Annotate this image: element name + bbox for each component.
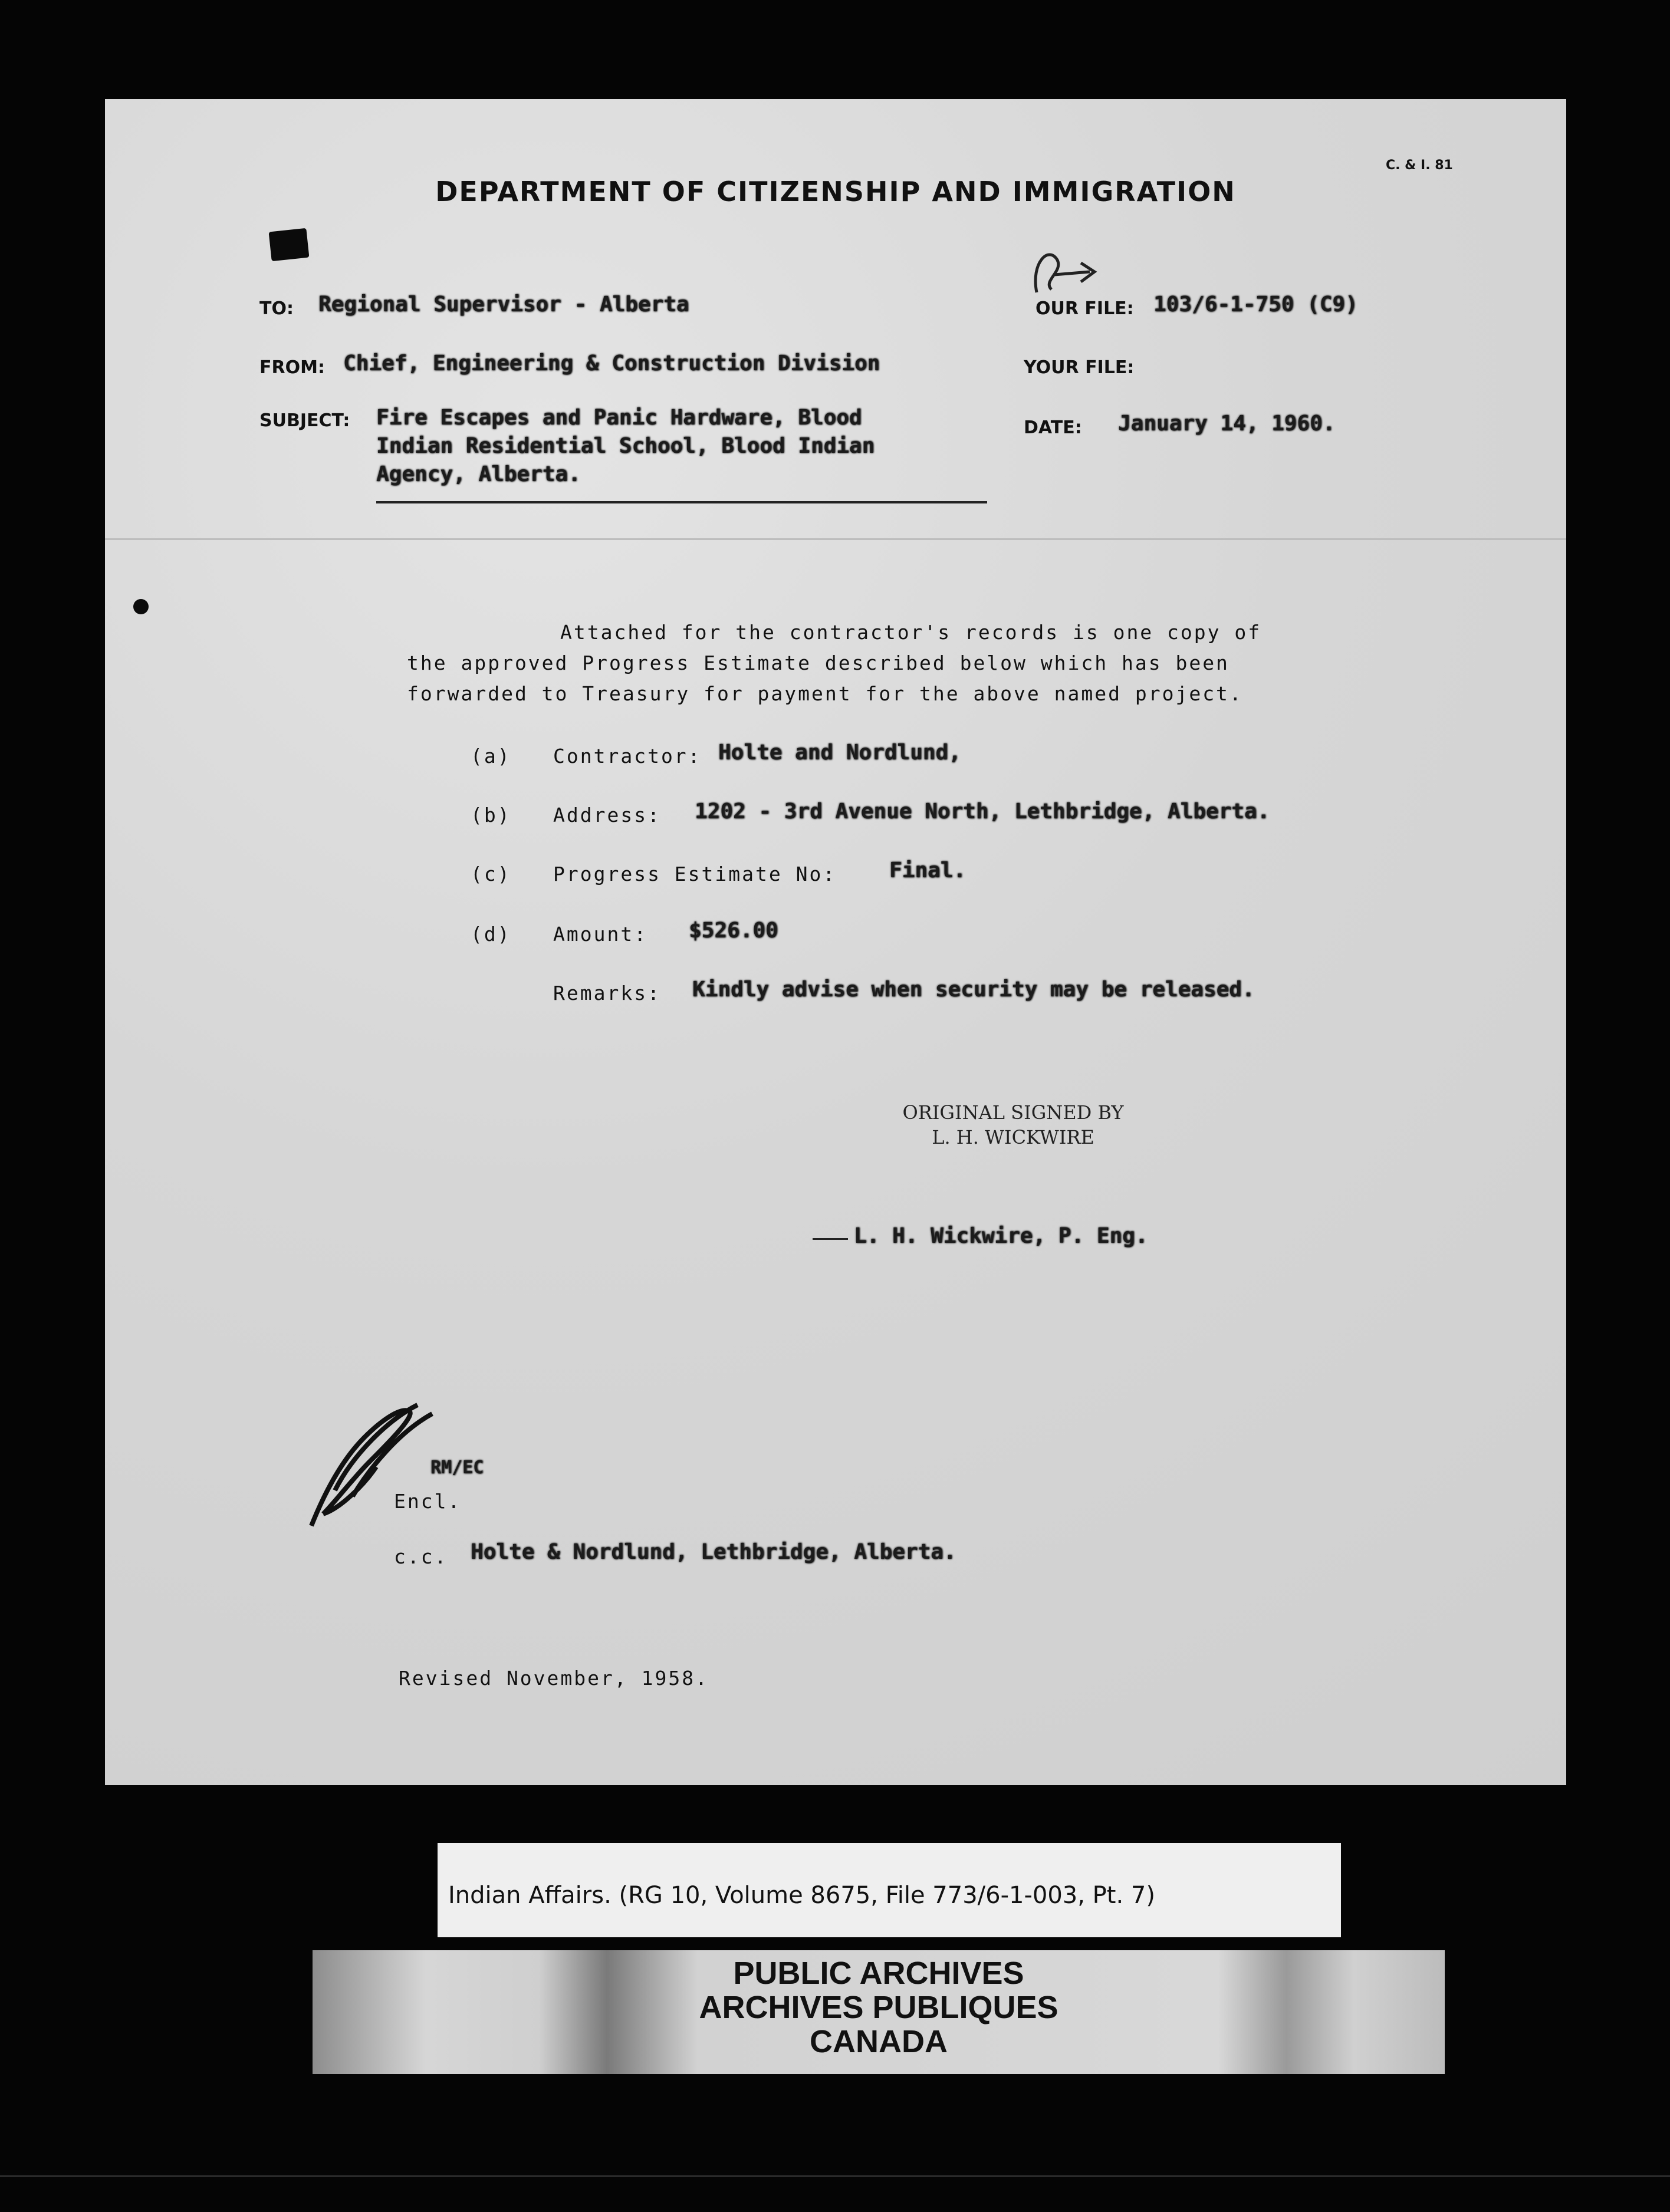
body-line-2: the approved Progress Estimate described below which has been	[407, 651, 1230, 674]
letter-page	[105, 99, 1566, 1785]
punch-hole	[133, 599, 149, 614]
signature-dash	[813, 1238, 848, 1240]
item-b-label: Address:	[553, 804, 661, 827]
department-title: DEPARTMENT OF CITIZENSHIP AND IMMIGRATION	[435, 176, 1236, 208]
to-label: TO:	[259, 298, 294, 319]
date-value: January 14, 1960.	[1118, 412, 1336, 436]
item-c-value: Final.	[889, 858, 967, 883]
item-a-label: Contractor:	[553, 745, 702, 768]
typist-initials: RM/EC	[430, 1457, 484, 1478]
to-value: Regional Supervisor - Alberta	[318, 292, 689, 317]
cc-value: Holte & Nordlund, Lethbridge, Alberta.	[471, 1540, 956, 1564]
film-edge-line	[0, 2175, 1670, 2177]
subject-line-1: Fire Escapes and Panic Hardware, Blood	[376, 406, 862, 430]
subject-line-2: Indian Residential School, Blood Indian	[376, 434, 875, 458]
date-label: DATE:	[1024, 417, 1082, 438]
item-b-value: 1202 - 3rd Avenue North, Lethbridge, Alberta.	[695, 799, 1270, 824]
item-b-key: (b)	[471, 804, 511, 827]
archive-stamp-line-3: CANADA	[810, 2024, 948, 2059]
item-d-value: $526.00	[689, 919, 778, 943]
enclosure-note: Encl.	[394, 1490, 462, 1513]
archive-reference-label	[438, 1843, 1341, 1937]
item-a-value: Holte and Nordlund,	[718, 740, 961, 765]
item-d-label: Amount:	[553, 923, 648, 946]
body-line-3: forwarded to Treasury for payment for the above named project.	[407, 682, 1243, 705]
item-c-label: Progress Estimate No:	[553, 863, 837, 886]
file-initial-mark	[1025, 239, 1119, 304]
original-signed-stamp-line-2: L. H. WICKWIRE	[932, 1126, 1094, 1148]
item-c-key: (c)	[471, 863, 511, 886]
archive-stamp-band	[313, 1950, 1445, 2074]
archive-reference-text: Indian Affairs. (RG 10, Volume 8675, File 773/6-1-003, Pt. 7)	[448, 1882, 1155, 1909]
remarks-value: Kindly advise when security may be released.	[692, 977, 1255, 1002]
form-code: C. & I. 81	[1386, 158, 1453, 173]
archive-stamp-line-2: ARCHIVES PUBLIQUES	[699, 1990, 1058, 2025]
archive-stamp	[313, 1956, 1445, 2059]
remarks-label: Remarks:	[553, 982, 661, 1005]
typed-signature: L. H. Wickwire, P. Eng.	[854, 1224, 1148, 1248]
redaction-mark	[269, 228, 310, 261]
archive-stamp-line-1: PUBLIC ARCHIVES	[733, 1956, 1024, 1991]
from-label: FROM:	[259, 357, 325, 378]
item-a-key: (a)	[471, 745, 511, 768]
from-value: Chief, Engineering & Construction Division	[343, 351, 880, 376]
subject-line-3: Agency, Alberta.	[376, 462, 581, 486]
subject-underline	[376, 501, 987, 503]
your-file-label: YOUR FILE:	[1024, 357, 1135, 378]
our-file-label: OUR FILE:	[1035, 298, 1134, 319]
body-line-1: Attached for the contractor's records is one copy of	[560, 621, 1262, 644]
original-signed-stamp-line-1: ORIGINAL SIGNED BY	[902, 1101, 1124, 1124]
fold-line	[105, 538, 1566, 540]
cc-label: c.c.	[394, 1545, 448, 1568]
revised-note: Revised November, 1958.	[399, 1667, 709, 1690]
item-d-key: (d)	[471, 923, 511, 946]
subject-label: SUBJECT:	[259, 410, 350, 431]
our-file-value: 103/6-1-750 (C9)	[1153, 292, 1358, 317]
